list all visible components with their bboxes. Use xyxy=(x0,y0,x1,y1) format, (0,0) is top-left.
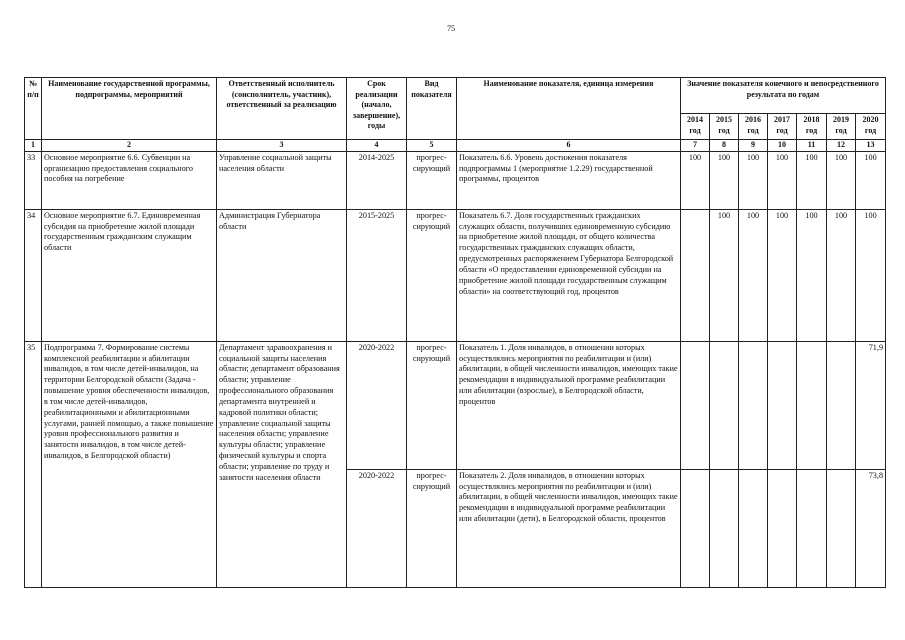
header-values: Значение показателя конечного и непосредственного результата по годам xyxy=(681,78,886,114)
header-year: 2020 год xyxy=(856,114,886,140)
row-value: 100 xyxy=(739,151,768,209)
row-indicator: Показатель 6.7. Доля государственных гражданских служащих области, получивших единовременную субсидию на приобретение жилой площади, от общего количества государственных гражданских служащих области, предусмотренных распоряжением Губернатора Белгородской области «О предоставлении единовременной субсидии на приобретение жилой площади государственным служащим области» на соответствующий год, процентов xyxy=(457,209,681,341)
row-value xyxy=(797,469,827,587)
row-value: 100 xyxy=(710,209,739,341)
row-value xyxy=(827,341,856,469)
column-number: 6 xyxy=(457,140,681,152)
table-row xyxy=(25,341,886,469)
row-value xyxy=(681,469,710,587)
row-executor: Администрация Губернатора области xyxy=(217,209,347,341)
header-year: 2019 год xyxy=(827,114,856,140)
row-value: 100 xyxy=(768,209,797,341)
column-number: 5 xyxy=(407,140,457,152)
header-year: 2015 год xyxy=(710,114,739,140)
row-value xyxy=(768,469,797,587)
row-value: 100 xyxy=(827,151,856,209)
row-kind: прогрес-сирующий xyxy=(407,209,457,341)
row-name: Подпрограмма 7. Формирование системы комплексной реабилитации и абилитации инвалидов, в том числе детей-инвалидов, на территории Белгородской области (Задача - повышение уровня обеспеченности инвалидов, в том числе детей-инвалидов, реабилитационными и абилитационными услугами, ранней помощью, а также повышение уровня профессионального развития и занятости инвалидов, в том числе детей-инвалидов, в Белгородской области) xyxy=(42,341,217,587)
header-year: 2014 год xyxy=(681,114,710,140)
column-number: 1 xyxy=(25,140,42,152)
table-row xyxy=(25,151,886,209)
row-value: 71,9 xyxy=(856,341,886,469)
column-number: 12 xyxy=(827,140,856,152)
header-term: Срок реализации (начало, завершение), годы xyxy=(347,78,407,140)
row-value: 73,8 xyxy=(856,469,886,587)
row-value xyxy=(710,341,739,469)
row-value: 100 xyxy=(681,151,710,209)
row-indicator: Показатель 6.6. Уровень достижения показателя подпрограммы 1 (мероприятие 1.2.29) государственной программы, процентов xyxy=(457,151,681,209)
header-indicator: Наименование показателя, единица измерения xyxy=(457,78,681,140)
header-program-name: Наименование государственной программы, подпрограммы, мероприятий xyxy=(42,78,217,140)
header-num: № п/п xyxy=(25,78,42,140)
row-indicator: Показатель 2. Доля инвалидов, в отношении которых осуществлялись мероприятия по реабилитации и (или) абилитации, в общей численности инвалидов, имеющих такие рекомендации в индивидуальной программе реабилитации или абилитации (дети), в Белгородской области, процентов xyxy=(457,469,681,587)
column-number: 7 xyxy=(681,140,710,152)
row-value: 100 xyxy=(739,209,768,341)
column-number: 10 xyxy=(768,140,797,152)
row-value: 100 xyxy=(856,151,886,209)
header-kind: Вид показателя xyxy=(407,78,457,140)
row-value xyxy=(681,209,710,341)
table-row xyxy=(25,209,886,341)
row-term: 2015-2025 xyxy=(347,209,407,341)
row-value: 100 xyxy=(827,209,856,341)
header-executor: Ответственный исполнитель (соисполнитель, участник), ответственный за реализацию xyxy=(217,78,347,140)
column-number: 13 xyxy=(856,140,886,152)
column-number: 11 xyxy=(797,140,827,152)
header-year: 2016 год xyxy=(739,114,768,140)
row-value: 100 xyxy=(797,209,827,341)
header-year: 2017 год xyxy=(768,114,797,140)
row-value: 100 xyxy=(710,151,739,209)
row-num: 33 xyxy=(25,151,42,209)
row-value: 100 xyxy=(797,151,827,209)
row-indicator: Показатель 1. Доля инвалидов, в отношении которых осуществлялись мероприятия по реабилитации и (или) абилитации, в общей численности инвалидов, имеющих такие рекомендации в индивидуальной программе реабилитации или абилитации (взрослые), в Белгородской области, процентов xyxy=(457,341,681,469)
row-value xyxy=(710,469,739,587)
column-number: 9 xyxy=(739,140,768,152)
row-value xyxy=(768,341,797,469)
row-term: 2014-2025 xyxy=(347,151,407,209)
row-value xyxy=(827,469,856,587)
row-executor: Департамент здравоохранения и социальной защиты населения области; департамент образования области; управление профессионального образования департамента внутренней и кадровой политики области; управление социальной защиты населения области; управление культуры области; управление физической культуры и спорта области; управление по труду и занятости населения области xyxy=(217,341,347,587)
row-kind: прогрес-сирующий xyxy=(407,151,457,209)
row-num: 34 xyxy=(25,209,42,341)
row-name: Основное мероприятие 6.6. Субвенции на организацию предоставления социального пособия на погребение xyxy=(42,151,217,209)
row-num: 35 xyxy=(25,341,42,587)
row-kind: прогрес-сирующий xyxy=(407,341,457,469)
row-value xyxy=(739,469,768,587)
row-value: 100 xyxy=(768,151,797,209)
header-year: 2018 год xyxy=(797,114,827,140)
row-term: 2020-2022 xyxy=(347,469,407,587)
page-number: 75 xyxy=(447,24,455,33)
row-kind: прогрес-сирующий xyxy=(407,469,457,587)
row-value xyxy=(797,341,827,469)
row-value xyxy=(739,341,768,469)
column-number: 8 xyxy=(710,140,739,152)
column-number: 2 xyxy=(42,140,217,152)
row-name: Основное мероприятие 6.7. Единовременная субсидия на приобретение жилой площади государственным гражданским служащим области xyxy=(42,209,217,341)
column-number: 4 xyxy=(347,140,407,152)
row-value xyxy=(681,341,710,469)
row-value: 100 xyxy=(856,209,886,341)
program-table xyxy=(24,77,886,588)
column-number: 3 xyxy=(217,140,347,152)
row-executor: Управление социальной защиты населения области xyxy=(217,151,347,209)
row-term: 2020-2022 xyxy=(347,341,407,469)
